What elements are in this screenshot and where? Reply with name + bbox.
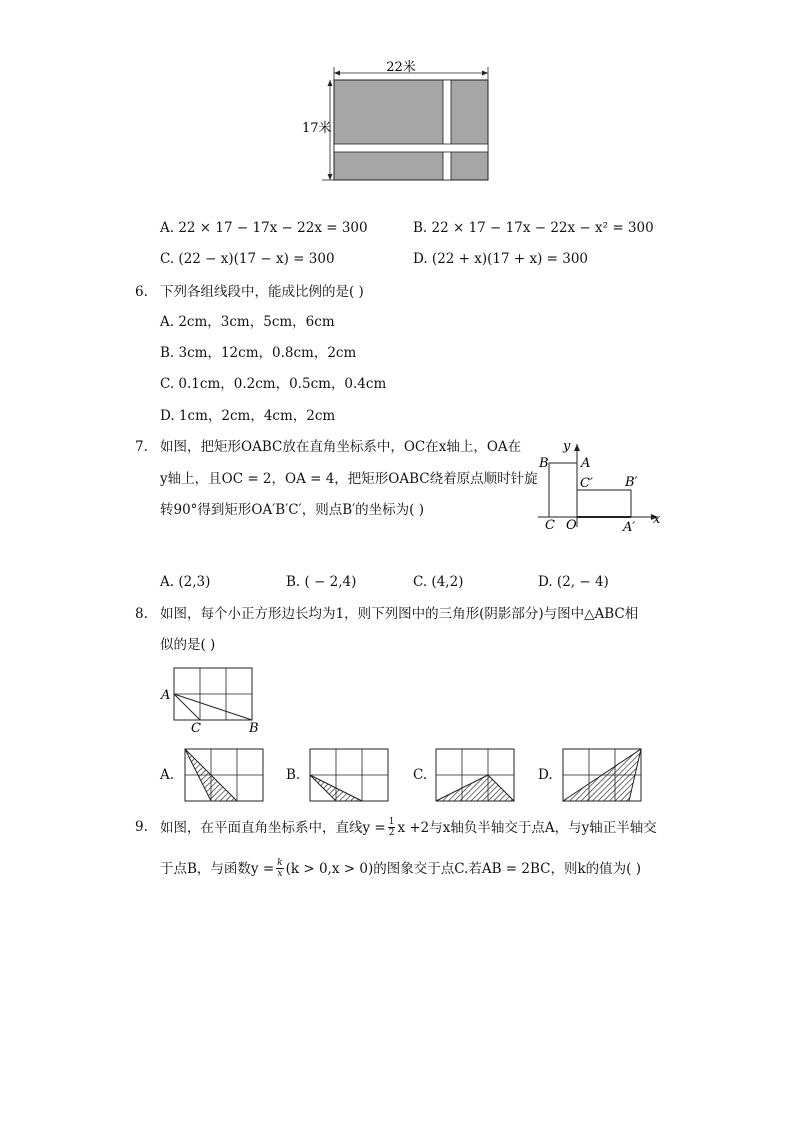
q6-number: 6. — [135, 284, 148, 300]
segment-ab — [174, 694, 252, 720]
width-label: 22米 — [386, 60, 416, 75]
q9-number: 9. — [135, 819, 148, 835]
q8-option-c-label[interactable]: C. — [413, 767, 428, 783]
q5-option-a[interactable]: A. 22 × 17 − 17x − 22x = 300 — [160, 220, 368, 236]
q9-line2-text-b: (k > 0,x > 0)的图象交于点C.若AB = 2BC，则k的值为( ) — [285, 860, 642, 877]
q8-stem-line-1: 如图，每个小正方形边长均为1，则下列图中的三角形(阴影部分)与图中△ABC相 — [160, 606, 639, 622]
field-figure — [300, 55, 500, 190]
rect-oa1b1c1 — [577, 490, 631, 517]
q6-option-d[interactable]: D. 1cm，2cm，4cm，2cm — [160, 408, 336, 424]
q8-option-c-figure[interactable] — [434, 747, 516, 803]
label-b-prime: B′ — [625, 475, 638, 490]
q8-option-a-label[interactable]: A. — [160, 767, 175, 783]
q6-option-b[interactable]: B. 3cm，12cm，0.8cm，2cm — [160, 345, 357, 361]
q8-option-b-label[interactable]: B. — [286, 767, 301, 783]
q5-option-d[interactable]: D. (22 + x)(17 + x) = 300 — [413, 251, 589, 267]
frac1-numerator: 1 — [388, 817, 395, 827]
q9-fraction-half — [388, 817, 396, 838]
q6-option-a[interactable]: A. 2cm，3cm，5cm，6cm — [160, 314, 335, 330]
q8-reference-grid — [158, 662, 268, 737]
q9-line1-text-a: 如图，在平面直角坐标系中，直线y = — [160, 819, 386, 836]
label-b: B — [539, 456, 549, 471]
label-x: x — [653, 512, 661, 527]
label-a: A — [161, 688, 171, 703]
vertical-road — [443, 80, 451, 180]
q8-option-a-figure[interactable] — [183, 747, 265, 803]
q7-option-a[interactable]: A. (2,3) — [160, 574, 211, 590]
q7-stem-line-2: y轴上，且OC = 2，OA = 4，把矩形OABC绕着原点顺时针旋 — [160, 471, 538, 487]
q8-option-d-figure[interactable] — [561, 747, 643, 803]
height-label: 17米 — [302, 121, 332, 136]
q7-option-b[interactable]: B. ( − 2,4) — [286, 574, 357, 590]
frac2-denominator: x — [277, 869, 283, 879]
q6-stem: 下列各组线段中，能成比例的是( ) — [160, 284, 364, 300]
q9-stem-line-1 — [160, 817, 657, 838]
q5-option-c[interactable]: C. (22 − x)(17 − x) = 300 — [160, 251, 335, 267]
q7-stem-line-1: 如图，把矩形OABC放在直角坐标系中，OC在x轴上，OA在 — [160, 439, 522, 455]
q7-number: 7. — [135, 439, 148, 455]
field-rect — [334, 80, 488, 180]
label-c: C — [191, 721, 201, 736]
q7-stem-line-3: 转90°得到矩形OA′B′C′，则点B′的坐标为( ) — [160, 502, 425, 518]
q7-option-c[interactable]: C. (4,2) — [413, 574, 464, 590]
frac2-numerator: k — [277, 858, 283, 868]
frac1-denominator: 2 — [388, 828, 395, 838]
label-y: y — [563, 439, 571, 454]
label-a: A — [581, 456, 591, 471]
q7-coordinate-figure — [530, 432, 665, 534]
q9-stem-line-2 — [160, 858, 641, 879]
label-c-prime: C′ — [580, 476, 593, 491]
q9-line2-text-a: 于点B，与函数y = — [160, 860, 275, 877]
label-c: C — [545, 518, 555, 533]
horizontal-road — [334, 144, 488, 152]
q5-option-b[interactable]: B. 22 × 17 − 17x − 22x − x² = 300 — [413, 220, 654, 236]
q9-fraction-k-over-x — [276, 858, 283, 879]
q8-option-b-figure[interactable] — [308, 747, 390, 803]
q9-line1-text-b: x +2与x轴负半轴交于点A，与y轴正半轴交 — [397, 819, 657, 836]
label-a-prime: A′ — [623, 520, 636, 534]
q7-option-d[interactable]: D. (2, − 4) — [538, 574, 609, 590]
rect-oabc — [549, 463, 577, 517]
q8-stem-line-2: 似的是( ) — [160, 637, 216, 653]
label-o: O — [566, 518, 577, 533]
q8-option-d-label[interactable]: D. — [538, 767, 553, 783]
q6-option-c[interactable]: C. 0.1cm，0.2cm，0.5cm，0.4cm — [160, 376, 387, 392]
q8-number: 8. — [135, 606, 148, 622]
label-b: B — [249, 721, 259, 736]
